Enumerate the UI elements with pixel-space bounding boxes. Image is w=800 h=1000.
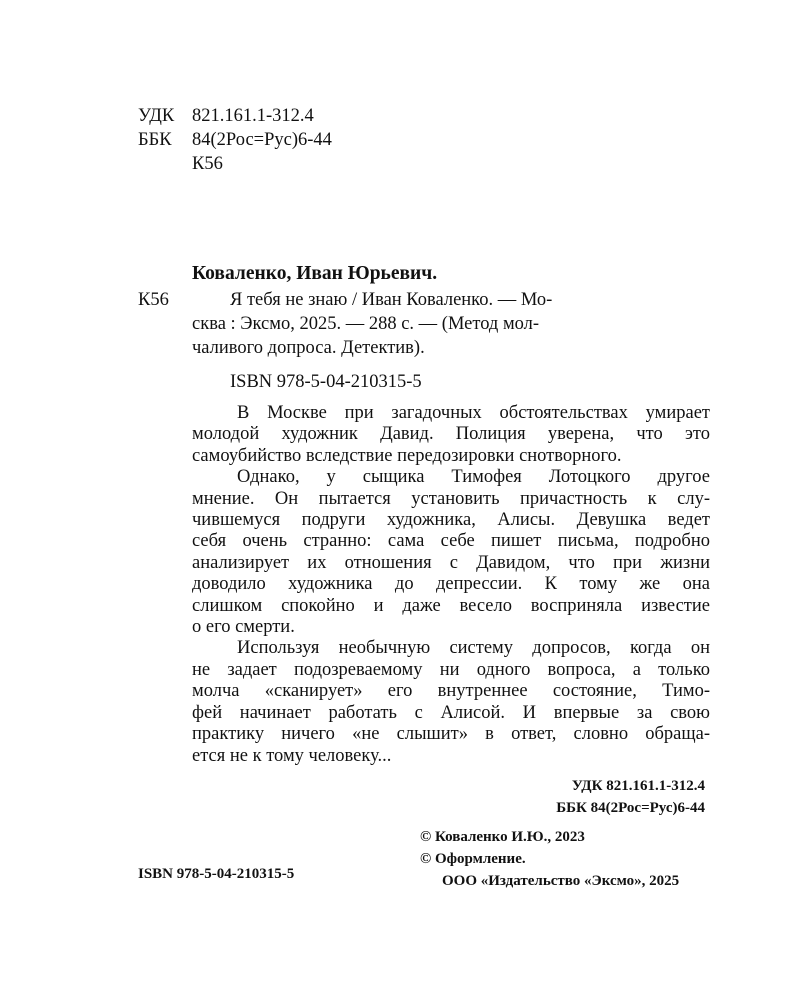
annotation-line: о его смерти. xyxy=(192,617,295,638)
annotation xyxy=(192,403,710,767)
annotation-line: В Москве при загадочных обстоятельствах умирает xyxy=(237,403,710,423)
copyright-block xyxy=(420,826,679,892)
annotation-line: молча «сканирует» его внутреннее состояние, Тимо- xyxy=(192,681,710,702)
annotation-line: самоубийство вследствие передозировки снотворного. xyxy=(192,445,622,466)
annotation-line: мнение. Он пытается установить причастность к слу- xyxy=(192,488,710,509)
bottom-classification xyxy=(556,775,705,819)
description-line: чаливого допроса. Детектив). xyxy=(192,338,425,358)
bbk-label: ББК xyxy=(138,130,172,150)
cutter-mark: К56 xyxy=(192,154,223,174)
bibliographic-description xyxy=(192,288,740,360)
classification-block xyxy=(138,104,332,176)
bbk-row xyxy=(138,128,332,152)
bottom-isbn: ISBN 978-5-04-210315-5 xyxy=(138,866,295,882)
copyright-author: © Коваленко И.Ю., 2023 xyxy=(420,829,585,845)
annotation-line: не задает подозреваемому ни одного вопроса, а только xyxy=(192,659,710,680)
annotation-line: молодой художник Давид. Полиция уверена, что это xyxy=(192,424,710,445)
annotation-line: слишком спокойно и даже весело восприняла известие xyxy=(192,595,710,616)
annotation-line: доводило художника до депрессии. К тому же она xyxy=(192,574,710,595)
cutter-row xyxy=(138,152,332,176)
udk-label: УДК xyxy=(138,106,175,126)
udk-row xyxy=(138,104,332,128)
annotation-line: Используя необычную систему допросов, когда он xyxy=(237,638,710,659)
bbk-value: 84(2Рос=Рус)6-44 xyxy=(192,130,332,150)
bottom-bbk: ББК 84(2Рос=Рус)6-44 xyxy=(556,800,705,816)
description-line: сква : Эксмо, 2025. — 288 с. — (Метод мол- xyxy=(192,314,540,334)
bottom-udk: УДК 821.161.1-312.4 xyxy=(571,778,705,794)
copyright-design: © Оформление. xyxy=(420,851,526,867)
annotation-line: себя очень странно: сама себе пишет письма, подробно xyxy=(192,531,710,552)
author-heading: Коваленко, Иван Юрьевич. xyxy=(192,263,438,284)
record-cutter-mark: К56 xyxy=(138,290,169,310)
annotation-line: чившемуся подруги художника, Алисы. Девушка ведет xyxy=(192,510,710,531)
description-line: Я тебя не знаю / Иван Коваленко. — Мо- xyxy=(230,290,553,310)
copyright-publisher: ООО «Издательство «Эксмо», 2025 xyxy=(442,873,680,889)
annotation-line: практику ничего «не слышит» в ответ, словно обраща- xyxy=(192,724,710,745)
isbn-line: ISBN 978-5-04-210315-5 xyxy=(230,372,422,392)
annotation-line: фей начинает работать с Алисой. И впервые за свою xyxy=(192,702,710,723)
udk-value: 821.161.1-312.4 xyxy=(192,106,314,126)
annotation-line: анализирует их отношения с Давидом, что при жизни xyxy=(192,552,710,573)
annotation-line: ется не к тому человеку... xyxy=(192,745,392,766)
annotation-line: Однако, у сыщика Тимофея Лотоцкого другое xyxy=(237,467,710,488)
